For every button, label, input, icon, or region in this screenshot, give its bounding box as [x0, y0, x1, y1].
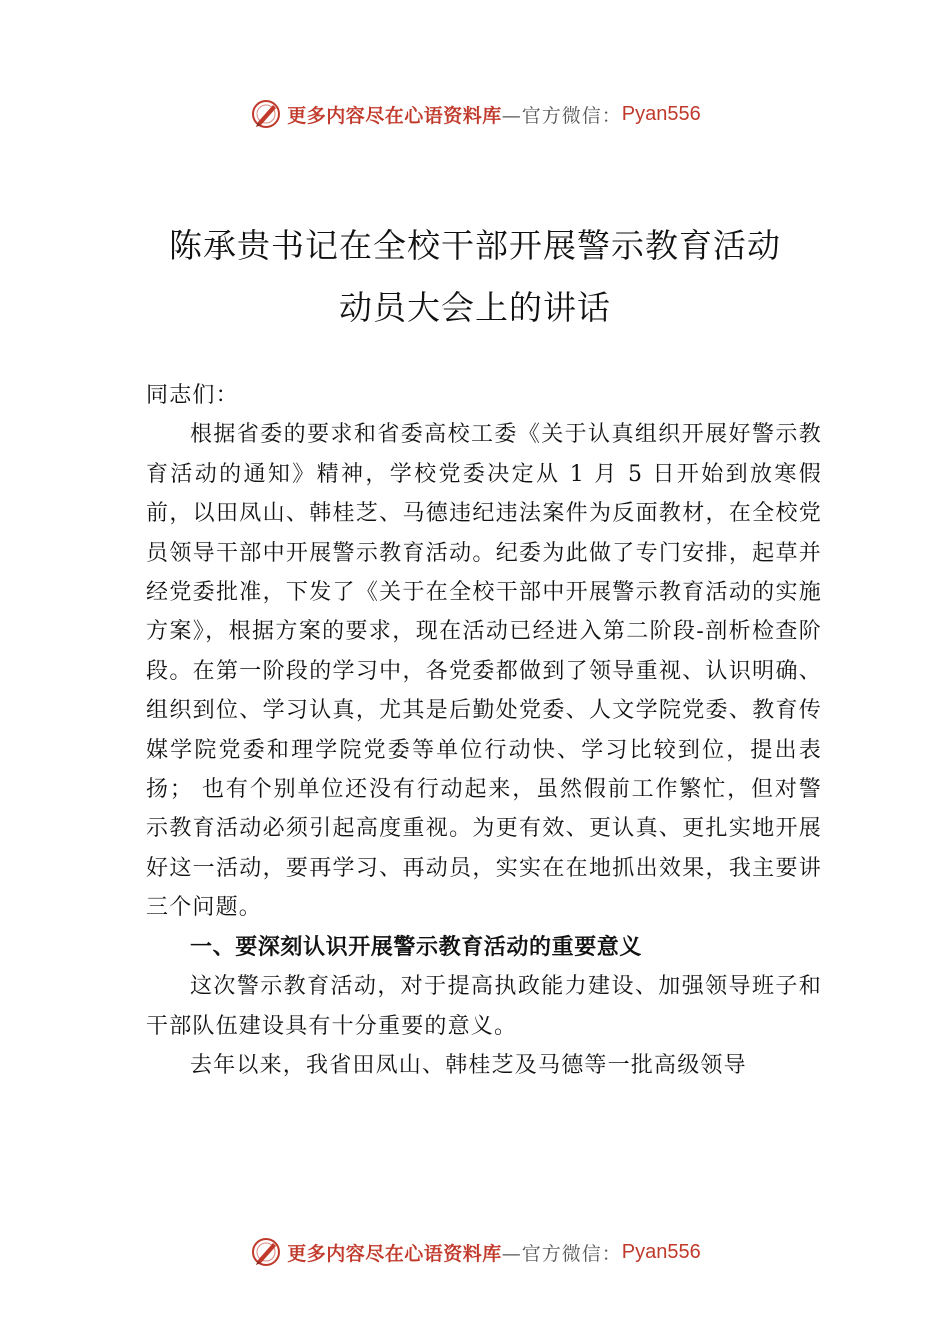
- body-paragraph: 根据省委的要求和省委高校工委《关于认真组织开展好警示教育活动的通知》精神，学校党委决定从 1 月 5 日开始到放寒假前，以田凤山、韩桂芝、马德违纪违法案件为反面教材，在全校党员领导干部中开展警示教育活动。纪委为此做了专门安排，起草并经党委批准，下发了《关于在全校干部中开展警示教育活动的实施方案》，根据方案的要求，现在活动已经进入第二阶段-剖析检查阶段。在第一阶段的学习中，各党委都做到了领导重视、认识明确、组织到位、学习认真，尤其是后勤处党委、人文学院党委、教育传媒学院党委和理学院党委等单位行动快、学习比较到位，提出表扬； 也有个别单位还没有行动起来，虽然假前工作繁忙，但对警示教育活动必须引起高度重视。为更有效、更认真、更扎实地开展好这一活动，要再学习、再动员，实实在在地抓出效果，我主要讲三个问题。: [146, 422, 822, 921]
- salutation: 同志们：: [146, 383, 239, 408]
- section-heading: 一、要深刻认识开展警示教育活动的重要意义: [190, 934, 643, 960]
- header-watermark: [0, 94, 950, 134]
- brand-text: 更多内容尽在心语资料库: [287, 104, 502, 127]
- wechat-label: —官方微信：: [501, 104, 622, 127]
- brand-text: 更多内容尽在心语资料库: [287, 1242, 502, 1265]
- wechat-label: —官方微信：: [501, 1242, 622, 1265]
- footer-watermark: [0, 1232, 950, 1272]
- wechat-id: Pyan556: [621, 1240, 701, 1263]
- document-title-line-2: 动员大会上的讲话: [339, 288, 611, 327]
- body-paragraph: 去年以来，我省田凤山、韩桂芝及马德等一批高级领导: [190, 1052, 747, 1078]
- wechat-id: Pyan556: [621, 102, 701, 125]
- document-body: [146, 376, 822, 1085]
- body-paragraph: 这次警示教育活动，对于提高执政能力建设、加强领导班子和干部队伍建设具有十分重要的意义。: [146, 974, 822, 1039]
- pen-nib-circle-icon: [249, 97, 283, 131]
- document-title-line-1: 陈承贵书记在全校干部开展警示教育活动: [169, 226, 781, 265]
- pen-nib-circle-icon: [249, 1235, 283, 1269]
